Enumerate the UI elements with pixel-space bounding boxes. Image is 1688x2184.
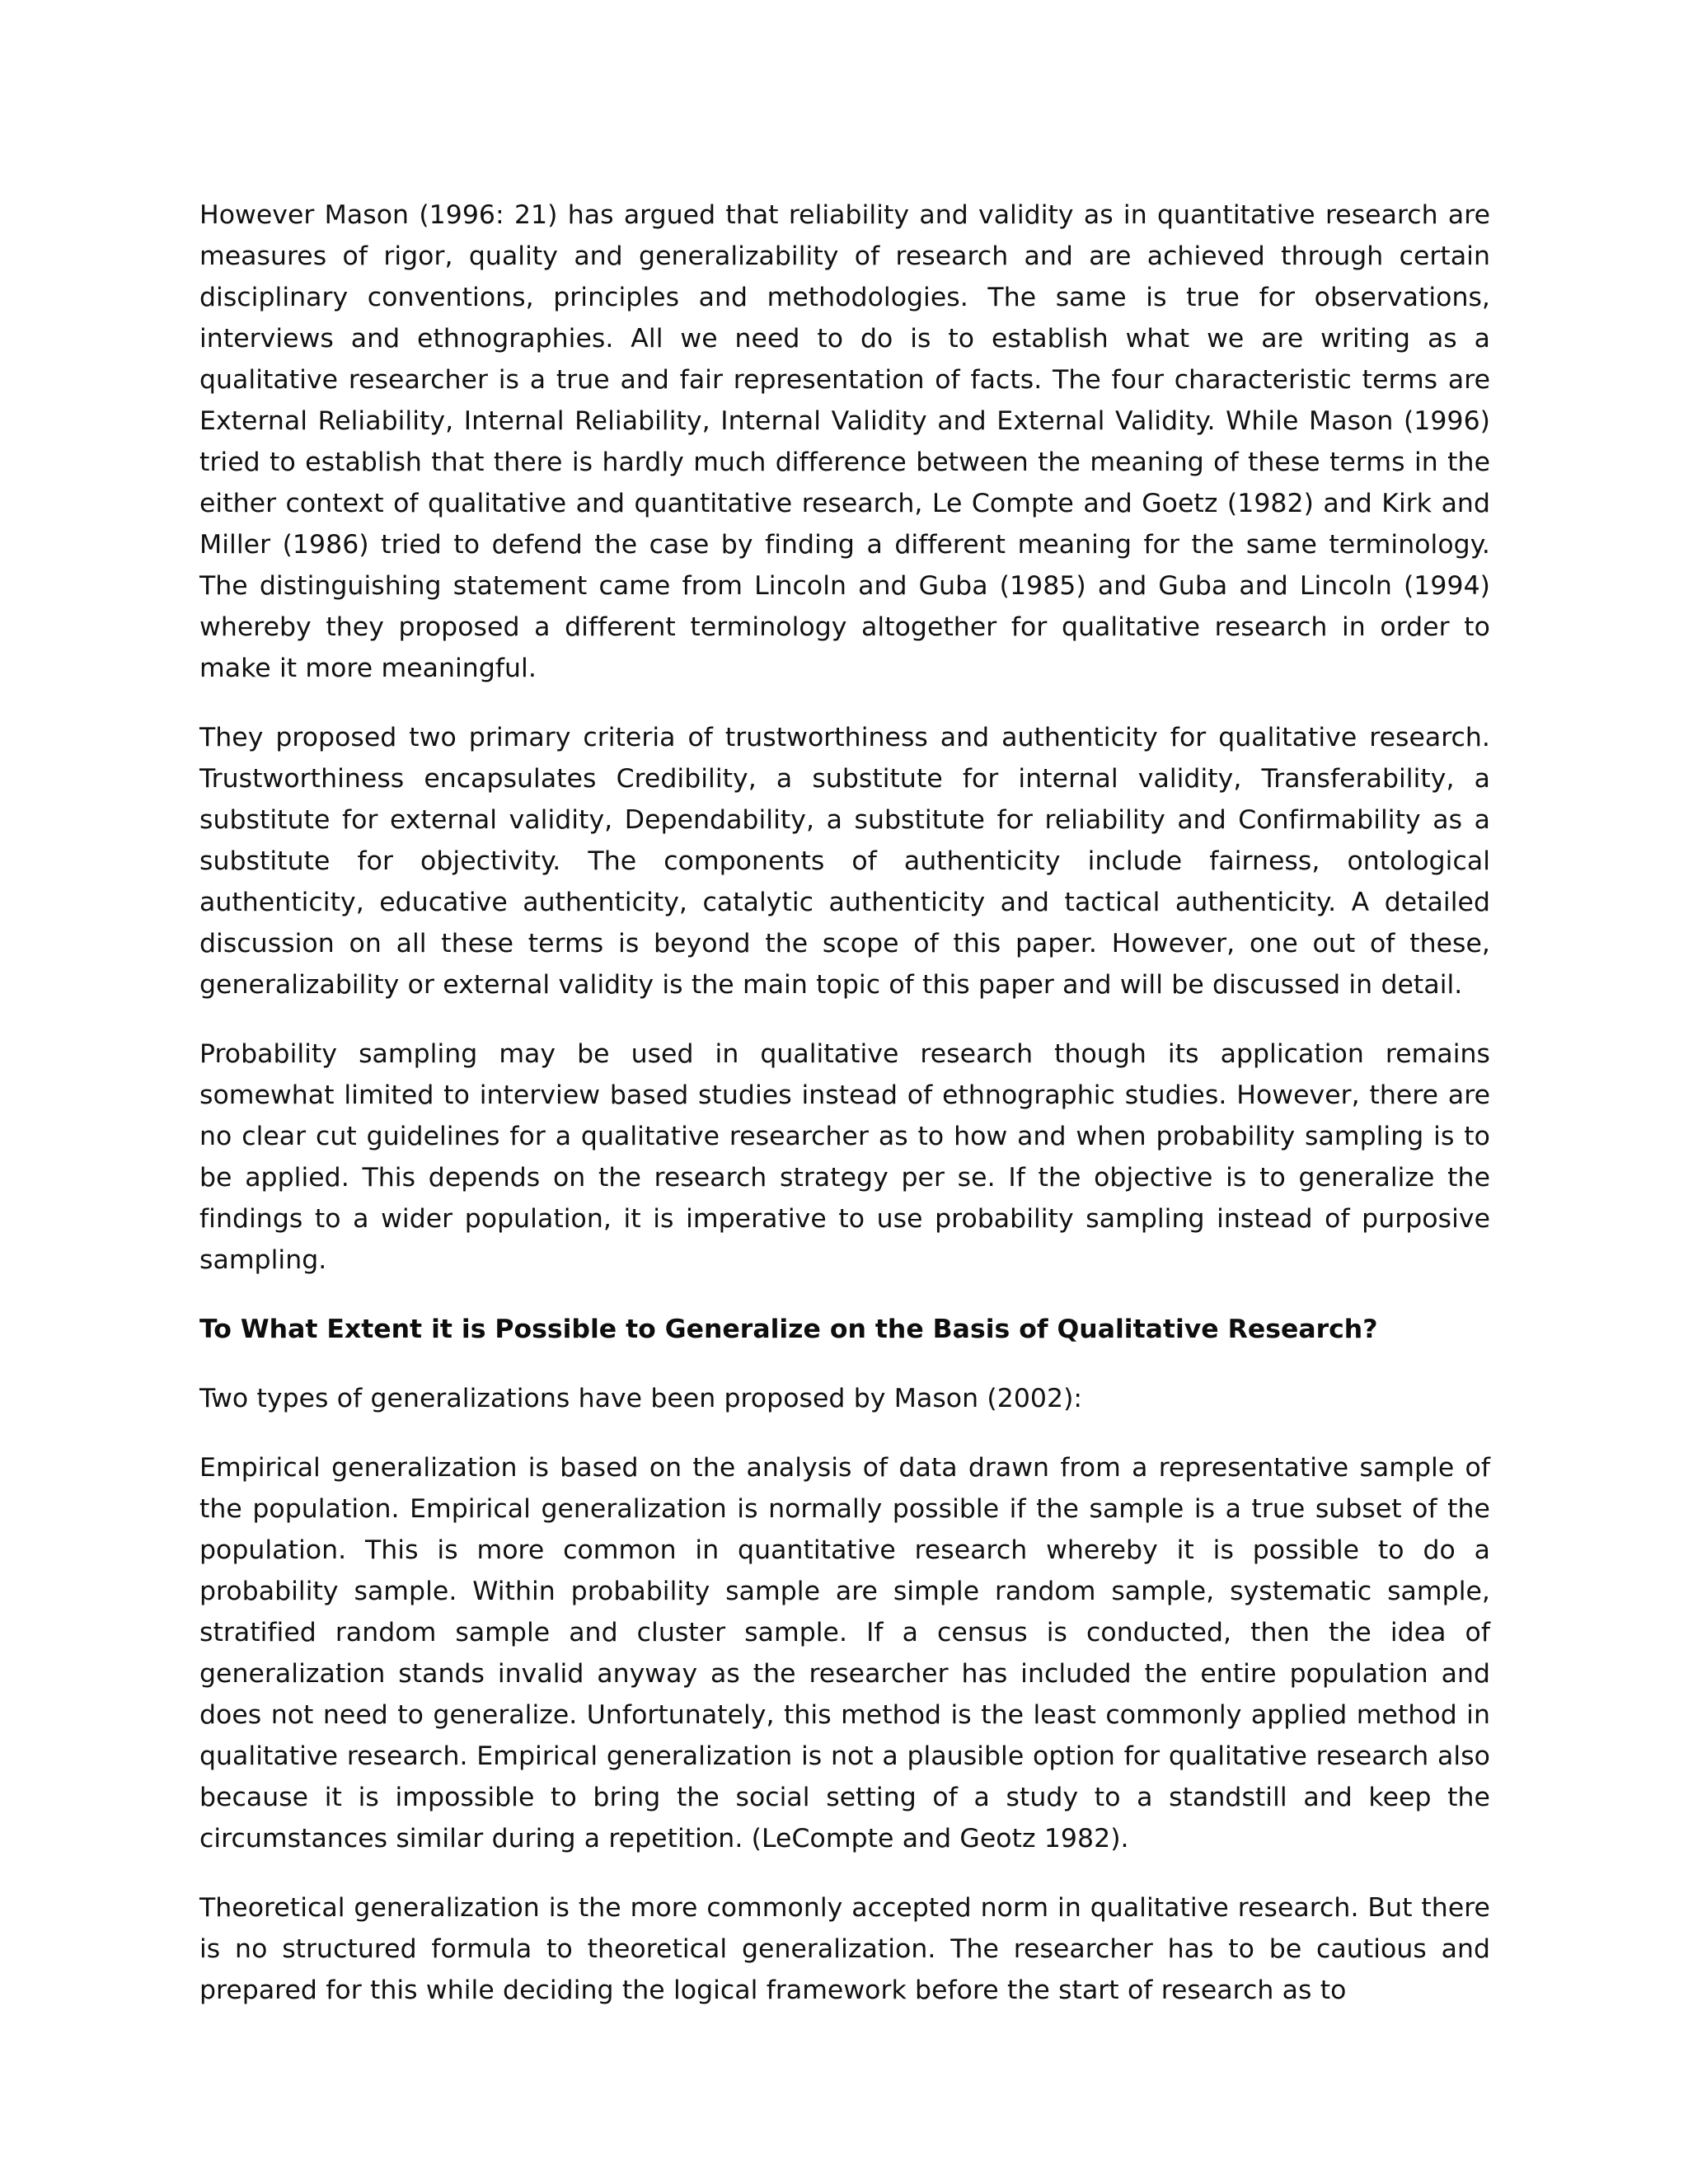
heading-generalize-qualitative-research: To What Extent it is Possible to Generalize on the Basis of Qualitative Research? (199, 1315, 1378, 1344)
paragraph-trustworthiness-authenticity: They proposed two primary criteria of trustworthiness and authenticity for qualitative research. Trustworthiness encapsulates Credibility, a substitute for internal validity, Transferability, a substitute for external validity, Dependability, a substitute for reliability and Confirmability as a substitute for objectivity. The components of authenticity include fairness, ontological authenticity, educative authenticity, catalytic authenticity and tactical authenticity. A detailed discussion on all these terms is beyond the scope of this paper. However, one out of these, generalizability or external validity is the main topic of this paper and will be discussed in detail. (199, 723, 1490, 1000)
document-text-column (199, 194, 1490, 2011)
paragraph-empirical-generalization: Empirical generalization is based on the analysis of data drawn from a representative sample of the population. Empirical generalization is normally possible if the sample is a true subset of the population. This is more common in quantitative research whereby it is possible to do a probability sample. Within probability sample are simple random sample, systematic sample, stratified random sample and cluster sample. If a census is conducted, then the idea of generalization stands invalid anyway as the researcher has included the entire population and does not need to generalize. Unfortunately, this method is the least commonly applied method in qualitative research. Empirical generalization is not a plausible option for qualitative research also because it is impossible to bring the social setting of a study to a standstill and keep the circumstances similar during a repetition. (LeCompte and Geotz 1982). (199, 1453, 1490, 1854)
paragraph-mason-reliability-validity: However Mason (1996: 21) has argued that reliability and validity as in quantitative research are measures of rigor, quality and generalizability of research and are achieved through certain disciplinary conventions, principles and methodologies. The same is true for observations, interviews and ethnographies. All we need to do is to establish what we are writing as a qualitative researcher is a true and fair representation of facts. The four characteristic terms are External Reliability, Internal Reliability, Internal Validity and External Validity. While Mason (1996) tried to establish that there is hardly much difference between the meaning of these terms in the either context of qualitative and quantitative research, Le Compte and Goetz (1982) and Kirk and Miller (1986) tried to defend the case by finding a different meaning for the same terminology. The distinguishing statement came from Lincoln and Guba (1985) and Guba and Lincoln (1994) whereby they proposed a different terminology altogether for qualitative research in order to make it more meaningful. (199, 200, 1490, 683)
paragraph-two-types-generalizations: Two types of generalizations have been proposed by Mason (2002): (199, 1384, 1083, 1413)
paragraph-theoretical-generalization: Theoretical generalization is the more commonly accepted norm in qualitative research. But there is no structured formula to theoretical generalization. The researcher has to be cautious and prepared for this while deciding the logical framework before the start of research as to (199, 1893, 1490, 2005)
paragraph-probability-sampling: Probability sampling may be used in qualitative research though its application remains somewhat limited to interview based studies instead of ethnographic studies. However, there are no clear cut guidelines for a qualitative researcher as to how and when probability sampling is to be applied. This depends on the research strategy per se. If the objective is to generalize the findings to a wider population, it is imperative to use probability sampling instead of purposive sampling. (199, 1039, 1490, 1275)
